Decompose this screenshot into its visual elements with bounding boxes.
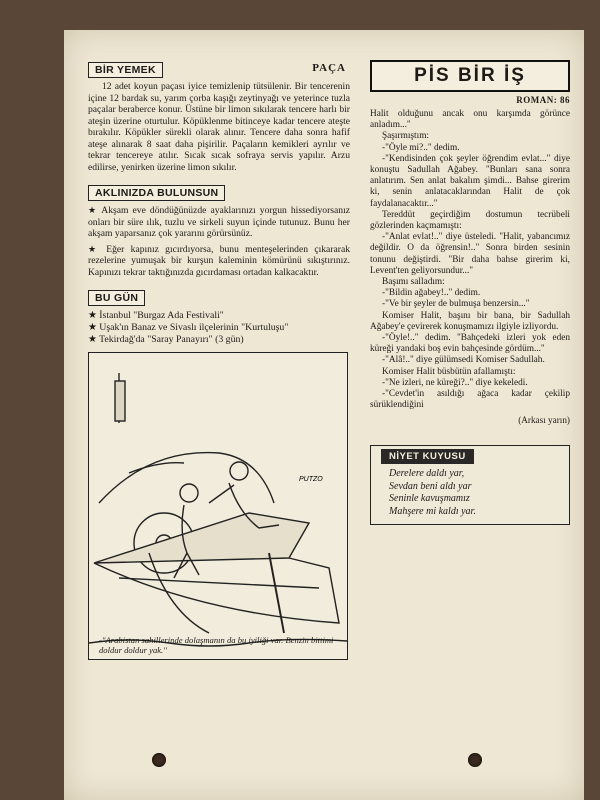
story-paragraph: -"Kendisinden çok şeyler öğrendim evlat..." diye konuştu Sadullah Ağabey. "Bunları sana sonra anlatırım. Sen anlat bakalım şimdi... Bahse girerim ki, senin anlatacaklarından Halit de çok faydalanacaktır..." [370,153,570,209]
story-paragraph: Komiser Halit büsbütün afallamıştı: [382,366,516,377]
serial-title: PİS BİR İŞ [370,60,570,92]
punch-hole [152,753,166,767]
story-paragraph: -"Anlat evlat!.." diye üsteledi. "Halit, yabancımız değildir. O da öğrensin!.." Sonra birden sesinin tonunu değiştirdi. "Bir daha bahse girerim ki, Levent'ten geliyorsundur..." [370,232,570,276]
bugun-item: ★ Uşak'ın Banaz ve Sivaslı ilçelerinin "Kurtuluşu" [88,322,289,333]
star-icon: ★ [88,205,98,215]
star-icon: ★ [88,322,97,333]
yemek-header-row [88,60,350,78]
story-paragraph: -"Cevdet'in asıldığı ağaca kadar çekilip sürüklendiğini [370,389,570,411]
story-paragraph: -"Ne izleri, ne küreği?.." diye kekeledi. [382,377,528,388]
star-icon: ★ [88,310,97,321]
story-paragraph: -"Bildin ağabey!.." dedim. [382,288,481,299]
story-paragraph: Halit olduğunu ancak onu karşımda görünce anladım..." [370,109,570,131]
cartoon-drawing [89,353,347,659]
story-paragraph: Komiser Halit, başını bir bana, bir Sadullah Ağabey'e çevirerek konuşmamızı ilgiyle izliyordu. [370,310,570,332]
bugun-list [88,310,350,346]
continued-note: (Arkası yarın) [518,415,570,426]
punch-hole [468,753,482,767]
recipe-title: PAÇA [312,62,346,74]
bugun-header: BU GÜN [88,290,145,306]
newspaper-page [64,30,584,800]
poem-line: Derelere daldı yar, [389,468,465,480]
story-paragraph: -"Ve bir şeyler de bulmuşa benzersin..." [382,299,530,310]
left-column [88,60,350,660]
recipe-text: 12 adet koyun paçası iyice temizlenip tütsülenir. Bir tencerenin içine 12 bardak su, yarım çorba kaşığı zeytinyağı ve yeterince tuzla paçalar beraberce konur. Üstüne bir limon sıkılarak tencere harlı bir ateşin üzerine oturtulur. Köpüklenme bitinceye kadar tencere ateşte bırakılır. Köpükler sürekli olarak alınır. Tencere daha sonra hafif ateşe alınarak 8 saat daha pişirilir. Paçaların kemikleri ayrılır ve tekrar tencereye atılır. Sıcak sıcak sofraya servis yapılır. Arzu edilirse, yenirken üzerine limon sıkılır. [88,81,350,173]
tip-item [88,244,350,279]
tip-text: Eğer kapınız gıcırdıyorsa, bunu menteşelerinden çıkararak rezelerine yumuşak bir kurşun kaleminin kömürünü sıkıştırınız. Kapınızı tekrar taktığınızda gıcırdaması ortadan kalkacaktır. [88,243,351,278]
story-paragraph: -"Öyle!.." dedim. "Bahçedeki izleri yok eden küreği yandaki boş evin bahçesinde gördüm..." [370,333,570,355]
story-paragraph: Şaşırmıştım: [382,131,430,142]
niyet-kuyusu-box [370,445,570,525]
cartoon-panel [88,352,348,660]
story-paragraph: Başımı salladım: [382,277,445,288]
poem-line: Mahşere mi kaldı yar. [389,505,476,517]
tip-item [88,205,350,240]
bugun-section [88,288,350,346]
serial-story [370,109,570,411]
tip-text: Akşam eve döndüğünüzde ayaklarınızı yorgun hissediyorsanız onları bir süre ılık, tuzlu ve sirkeli suyun içinde tutunuz. Bunu her akşam yaparsanız çok yararını görürsünüz. [88,205,351,239]
right-column [370,60,570,525]
story-paragraph: Tereddüt geçirdiğim dostumun tecrübeli gözlerinden kaçmamıştı: [370,209,570,232]
story-paragraph: -"Alâ!.." diye gülümsedi Komiser Sadullah. [382,355,545,366]
niyet-kuyusu-label: NİYET KUYUSU [381,449,474,464]
story-paragraph: -"Öyle mi?.." dedim. [382,142,460,153]
poem-line: Sevdan beni aldı yar [389,480,472,492]
poem [371,464,569,518]
aklinizda-header: AKLINIZDA BULUNSUN [88,185,225,201]
serial-number: ROMAN: 86 [516,95,570,105]
cartoon-caption: -"Arabistan sahillerinde dolaşmanın da bu iyiliği var. Benzin bittimi doldur doldur yak." [99,635,334,655]
bugun-item: ★ Tekirdağ'da "Saray Panayırı" (3 gün) [88,334,244,345]
star-icon: ★ [88,243,100,254]
aklinizda-section [88,183,350,278]
star-icon: ★ [88,334,97,345]
yemek-section-header: BİR YEMEK [88,62,163,78]
poem-line: Seninle kavuşmamız [389,493,470,505]
bugun-item: ★ İstanbul "Burgaz Ada Festivali" [88,310,224,321]
cartoon-signature: PUTZO [299,476,323,483]
